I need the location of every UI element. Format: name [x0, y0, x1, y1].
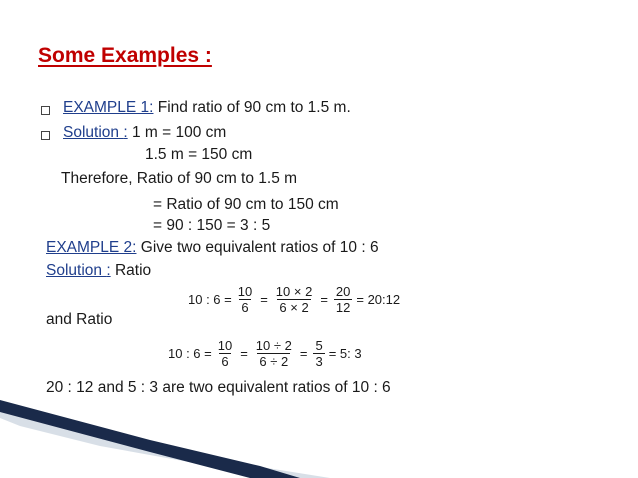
solution1-line5: = 90 : 150 = 3 : 5 — [153, 217, 271, 234]
solution1-text1: 1 m = 100 cm — [127, 124, 227, 141]
solution1-line3: Therefore, Ratio of 90 cm to 1.5 m — [61, 170, 298, 187]
fraction-numerator: 10 — [237, 284, 253, 299]
fraction-numerator: 10 — [217, 338, 233, 353]
example2-label: EXAMPLE 2: — [46, 239, 137, 256]
fraction-denominator: 6 — [221, 354, 229, 369]
solution2-ratio-text: Ratio — [110, 262, 152, 279]
solution1-line4: = Ratio of 90 cm to 150 cm — [153, 196, 339, 213]
equals-sign: = — [320, 292, 328, 307]
solution2-colon: : — [106, 262, 111, 279]
solution1-label: Solution — [63, 124, 124, 141]
fraction-denominator: 12 — [335, 300, 351, 315]
equals-sign: = — [260, 292, 268, 307]
solution1-line2: 1.5 m = 150 cm — [145, 146, 253, 163]
and-ratio-line: and Ratio — [46, 311, 113, 328]
slide-title: Some Examples : — [38, 44, 212, 67]
equals-sign: = — [299, 346, 308, 361]
equation1-lhs: 10 : 6 = — [188, 292, 232, 307]
fraction-numerator: 20 — [335, 284, 351, 299]
equation2-rhs: = 5: 3 — [328, 346, 362, 361]
solution2-label: Solution — [46, 262, 107, 279]
fraction-numerator: 10 × 2 — [275, 284, 313, 299]
fraction-numerator: 10 ÷ 2 — [255, 338, 292, 353]
example1-label: EXAMPLE 1: — [63, 99, 154, 116]
conclusion-line: 20 : 12 and 5 : 3 are two equivalent ratios of 10 : 6 — [46, 379, 391, 396]
fraction-denominator: 6 ÷ 2 — [259, 354, 289, 369]
solution1-colon: : — [123, 124, 128, 141]
equation2-lhs: 10 : 6 = — [168, 346, 212, 361]
fraction-numerator: 5 — [315, 338, 323, 353]
fraction-denominator: 6 × 2 — [279, 300, 309, 315]
fraction-denominator: 3 — [315, 354, 323, 369]
fraction-denominator: 6 — [241, 300, 249, 315]
equals-sign: = — [240, 346, 248, 361]
example1-text: Find ratio of 90 cm to 1.5 m. — [153, 99, 351, 116]
equation1-rhs: = 20:12 — [356, 292, 401, 307]
example2-text: Give two equivalent ratios of 10 : 6 — [136, 239, 379, 256]
